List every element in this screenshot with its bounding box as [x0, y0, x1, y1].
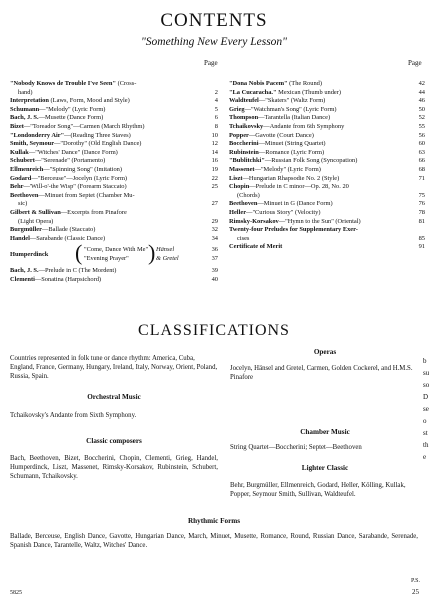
- contents-entry: [229, 97, 425, 106]
- entry-page-number: 12: [211, 140, 218, 148]
- entry-description: —Minuet in G (Dance Form): [257, 200, 333, 208]
- contents-entry: [10, 97, 218, 106]
- contents-entry: [229, 226, 425, 243]
- contents-entry: [229, 80, 425, 89]
- entry-description-continued: (Chords): [237, 191, 260, 199]
- contents-entry-humperdinck: [10, 240, 218, 267]
- edge-ps: P.S.: [411, 578, 421, 584]
- brace-left: (: [75, 240, 83, 266]
- entry-page-number: 6: [214, 114, 218, 122]
- contents-entry: [10, 192, 218, 209]
- page-subtitle: "Something New Every Lesson": [140, 36, 288, 48]
- entry-page-number: 37: [211, 255, 218, 263]
- entry-description: —"Witches' Dance" (Dance Form): [28, 148, 118, 156]
- entry-composer: Beethoven: [229, 200, 258, 208]
- entry-composer: Boccherini: [229, 140, 259, 148]
- contents-entry: [10, 166, 218, 175]
- entry-page-number: 5: [214, 105, 218, 113]
- entry-description-continued: cises: [237, 234, 250, 242]
- orchestral-heading: Orchestral Music: [87, 393, 141, 401]
- entry-description: —Minuet from Septet (Chamber Mu-: [38, 191, 135, 199]
- entry-composer: Handel: [10, 234, 30, 242]
- entry-page-number: 50: [418, 105, 425, 113]
- entry-description: —Minuet (String Quartet): [258, 140, 326, 148]
- entry-description: —"Curious Story" (Velocity): [246, 208, 321, 216]
- contents-entry: [229, 132, 425, 141]
- entry-description: —"Toreador Song"—Carmen (March Rhythm): [23, 122, 145, 130]
- entry-composer: "Nobody Knows de Trouble I've Seen": [10, 80, 116, 87]
- entry-composer: Schumann: [10, 105, 40, 113]
- entry-composer: Liszt: [229, 174, 243, 182]
- contents-entry: [10, 106, 218, 115]
- entry-description: —Sarabande (Classic Dance): [29, 234, 106, 242]
- entry-page-number: 25: [211, 183, 218, 191]
- entry-page-number: 46: [418, 97, 425, 105]
- entry-page-number: 19: [211, 165, 218, 173]
- entry-description: —Excerpts from Pinafore: [60, 208, 127, 216]
- orchestral-text-value: Tchaikovsky's Andante from Sixth Symphony.: [10, 412, 137, 419]
- entry-page-number: 42: [418, 80, 425, 87]
- entry-description: —Hungarian Rhapsodie No. 2 (Style): [242, 174, 340, 182]
- edge-fragment-text: b su so D se o st th e: [423, 357, 429, 461]
- chamber-heading: Chamber Music: [300, 428, 350, 436]
- entry-composer: Rimsky-Korsakov: [229, 217, 279, 225]
- contents-entry: [10, 123, 218, 132]
- entry-description: —"Berceuse"—Jocelyn (Lyric Form): [31, 174, 128, 182]
- entry-description: —"Serenade" (Portamento): [34, 157, 106, 165]
- contents-entry: [10, 140, 218, 149]
- contents-entry: [229, 218, 425, 227]
- entry-page-number: 81: [418, 217, 425, 225]
- entry-page-number: 14: [211, 148, 218, 156]
- entry-page-number: 27: [211, 200, 218, 208]
- contents-entry: [10, 267, 218, 276]
- entry-page-number: 22: [211, 174, 218, 182]
- entry-composer: Waldteufel: [229, 97, 259, 105]
- entry-description: (Cross-: [116, 80, 137, 87]
- orchestral-text: [10, 412, 218, 421]
- operas-text: Jocelyn, Hänsel and Gretel, Carmen, Golden Cockerel, and H.M.S. Pinafore: [230, 365, 413, 381]
- entry-composer: Massenet: [229, 165, 255, 173]
- entry-page-number: 55: [418, 122, 425, 130]
- entry-composer: "Bublitchki": [229, 157, 265, 165]
- entry-page-number: 85: [418, 234, 425, 242]
- entry-description: —Sonatina (Harpsichord): [34, 275, 102, 283]
- lighter-text: Behr, Burgmüller, Ellmenreich, Godard, Heller, Kölling, Kullak, Popper, Seymour Smith, Sullivan, Waldteufel.: [230, 482, 406, 498]
- entry-composer: Heller: [229, 208, 247, 216]
- brace-right: ): [148, 240, 156, 266]
- contents-entry: [229, 149, 425, 158]
- entry-page-number: 32: [211, 226, 218, 234]
- entry-composer: Gilbert & Sullivan: [10, 208, 61, 216]
- entry-description: —Russian Folk Song (Syncopation): [264, 157, 358, 165]
- lighter-heading: Lighter Classic: [301, 464, 349, 472]
- entry-composer: "Dona Nobis Pacem": [229, 80, 288, 87]
- entry-page-number: 44: [418, 88, 425, 96]
- entry-description: (The Round): [287, 80, 323, 87]
- entry-composer: Bach, J. S.: [10, 267, 39, 275]
- entry-page-number: 34: [211, 234, 218, 242]
- entry-page-number: 10: [211, 131, 218, 139]
- entry-opera: Hänsel: [156, 246, 175, 254]
- entry-description: —"Melody" (Lyric Form): [254, 165, 321, 173]
- contents-entry: [10, 149, 218, 158]
- entry-page-number: 36: [211, 246, 218, 254]
- classic-text: Bach, Beethoven, Bizet, Boccherini, Chopin, Clementi, Grieg, Handel, Humperdinck, Liszt, Massenet, Rimsky-Korsakov, Rubinstein, Schubert, Schumann, Tchaikovsky.: [10, 455, 218, 480]
- entry-page-number: 40: [211, 275, 218, 283]
- entry-composer: Ellmenreich: [10, 165, 44, 173]
- contents-entry: [229, 209, 425, 218]
- entry-composer: "Londonderry Air": [10, 131, 65, 139]
- contents-entry: [229, 157, 425, 166]
- entry-description-continued: hand): [18, 88, 33, 96]
- contents-entry: [10, 276, 218, 285]
- entry-page-number: 56: [418, 131, 425, 139]
- entry-page-number: 76: [418, 200, 425, 208]
- rhythmic-heading: Rhythmic Forms: [187, 517, 241, 525]
- entry-title: "Come, Dance With Me": [84, 246, 149, 254]
- operas-heading: Operas: [313, 348, 337, 356]
- contents-entry: [10, 183, 218, 192]
- classifications-title: CLASSIFICATIONS: [138, 322, 290, 339]
- contents-entry: [229, 166, 425, 175]
- entry-composer: Rubinstein: [229, 148, 259, 156]
- footer-code: 5825: [10, 590, 22, 596]
- entry-page-number: 29: [211, 217, 218, 225]
- entry-page-number: 71: [418, 174, 425, 182]
- entry-description: —Andante from 6th Symphony: [263, 122, 345, 130]
- folk-text: Countries represented in folk tune or dance rhythm: America, Cuba, England, France, Germany, Hungary, Ireland, Italy, Norway, Orient, Poland, Russia, Spain.: [10, 355, 218, 380]
- contents-left-column: [10, 80, 218, 284]
- entry-composer: Burgmüller: [10, 226, 42, 234]
- entry-page-number: 2: [214, 88, 218, 96]
- entry-description: —"Watchman's Song" (Lyric Form): [244, 105, 337, 113]
- entry-page-number: 66: [418, 157, 425, 165]
- entry-page-number: 16: [211, 157, 218, 165]
- entry-page-number: 63: [418, 148, 425, 156]
- page-column-header-left: Page: [204, 59, 218, 67]
- contents-entry: [10, 209, 218, 226]
- entry-composer: Bizet: [10, 122, 24, 130]
- entry-composer: Humperdinck: [10, 251, 49, 259]
- contents-entry: [229, 114, 425, 123]
- contents-entry: [10, 132, 218, 141]
- footer-page-number: 25: [412, 588, 419, 596]
- entry-page-number: 52: [418, 114, 425, 122]
- chamber-text: String Quartet—Boccherini; Septet—Beethoven: [230, 444, 362, 451]
- contents-entry: [229, 140, 425, 149]
- contents-entry: [229, 183, 425, 200]
- entry-opera: & Gretel: [156, 255, 179, 263]
- entry-description: —Ballade (Staccato): [41, 226, 96, 234]
- entry-composer: Tchaikovsky: [229, 122, 264, 130]
- page-column-header-right: Page: [408, 59, 422, 67]
- entry-composer: Twenty-four Preludes for Supplementary Exer-: [229, 226, 358, 234]
- entry-description: —Prelude in C minor—Op. 28, No. 20: [249, 183, 349, 191]
- entry-composer: Chopin: [229, 183, 250, 191]
- entry-composer: Thompson: [229, 114, 259, 122]
- entry-composer: Clementi: [10, 275, 35, 283]
- entry-page-number: 60: [418, 140, 425, 148]
- entry-composer: Bach, J. S.: [10, 114, 39, 122]
- contents-entry: [10, 235, 218, 244]
- entry-description: Mexican (Thumb under): [276, 88, 341, 96]
- entry-description-continued: (Light Opera): [18, 217, 54, 225]
- contents-entry: [229, 175, 425, 184]
- contents-entry: [10, 175, 218, 184]
- rhythmic-text: Ballade, Berceuse, English Dance, Gavotte, Hungarian Dance, March, Minuet, Musette, Romance, Round, Russian Dance, Sarabande, Serenade, Spanish Dance, Tarantelle, Waltz, Witches' Dance.: [10, 533, 418, 549]
- entry-page-number: 78: [418, 208, 425, 216]
- entry-composer: Schubert: [10, 157, 35, 165]
- contents-entry: [229, 200, 425, 209]
- entry-description: —Prelude in C (The Mordent): [38, 267, 117, 275]
- entry-description: —'Will-o'-the Wisp" (Forearm Staccato): [23, 183, 127, 191]
- entry-composer: Kullak: [10, 148, 29, 156]
- entry-description: —"Spinning Song" (Imitation): [43, 165, 122, 173]
- entry-page-number: 75: [418, 191, 425, 199]
- entry-description: —"Skaters" (Waltz Form): [258, 97, 326, 105]
- contents-entry: [10, 80, 218, 97]
- page-title: CONTENTS: [160, 10, 268, 31]
- entry-page-number: 4: [214, 97, 218, 105]
- entry-description: —"Hymn to the Sun" (Oriental): [278, 217, 361, 225]
- entry-description: —Gavotte (Court Dance): [248, 131, 314, 139]
- contents-right-column: [229, 80, 425, 252]
- entry-composer: Beethoven: [10, 191, 39, 199]
- entry-composer: Godard: [10, 174, 32, 182]
- entry-composer: Popper: [229, 131, 249, 139]
- entry-page-number: 91: [418, 243, 425, 251]
- entry-composer: "La Cucaracha.": [229, 88, 277, 96]
- entry-composer: Grieg: [229, 105, 245, 113]
- entry-description: —Tarantella (Italian Dance): [258, 114, 331, 122]
- contents-entry: [229, 89, 425, 98]
- contents-entry: [229, 243, 425, 252]
- entry-description: —Musette (Dance Form): [38, 114, 104, 122]
- entry-description: —Romance (Lyric Form): [258, 148, 325, 156]
- entry-description: —(Reading Three Staves): [64, 131, 131, 139]
- contents-entry: [10, 226, 218, 235]
- entry-description: —"Melody" (Lyric Form): [39, 105, 106, 113]
- entry-page-number: 8: [214, 122, 218, 130]
- entry-description: (Laws, Form, Mood and Style): [48, 97, 130, 105]
- contents-entry: [10, 114, 218, 123]
- classic-heading: Classic composers: [86, 437, 142, 445]
- entry-composer: Interpretation: [10, 97, 49, 105]
- contents-entry: [10, 157, 218, 166]
- entry-composer: Smith, Seymour: [10, 140, 55, 148]
- contents-entry: [229, 123, 425, 132]
- entry-page-number: 39: [211, 267, 218, 275]
- entry-page-number: 68: [418, 165, 425, 173]
- entry-description: —"Dorothy" (Old English Dance): [54, 140, 142, 148]
- entry-composer: Certificate of Merit: [229, 243, 283, 251]
- entry-title: "Evening Prayer": [84, 255, 129, 263]
- contents-entry: [229, 106, 425, 115]
- entry-description-continued: sic): [18, 200, 28, 208]
- entry-composer: Behr: [10, 183, 24, 191]
